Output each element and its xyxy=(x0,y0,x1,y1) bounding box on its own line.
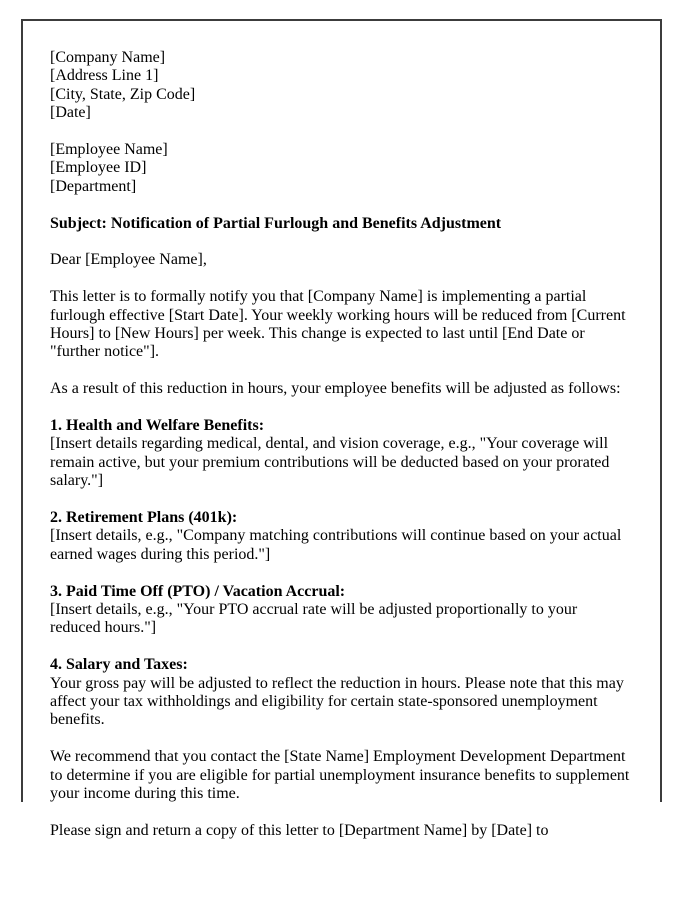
letter-page xyxy=(21,19,662,839)
intro-paragraph: This letter is to formally notify you that [Company Name] is implementing a partial furlough effective [Start Date]. Your weekly working hours will be reduced from [Current Hours] to [New Hours] per week. This change is expected to last until [End Date or "further notice"]. xyxy=(50,288,626,361)
benefits-lead-in: As a result of this reduction in hours, your employee benefits will be adjusted as follows: xyxy=(50,380,621,398)
section-body-health: [Insert details regarding medical, dental, and vision coverage, e.g., "Your coverage will remain active, but your premium contributions will be deducted based on your prorated salary."] xyxy=(50,435,610,490)
unemployment-paragraph: We recommend that you contact the [State Name] Employment Development Department to determine if you are eligible for partial unemployment insurance benefits to supplement your income during this time. xyxy=(50,748,630,803)
section-body-retirement: [Insert details, e.g., "Company matching contributions will continue based on your actual earned wages during this period."] xyxy=(50,527,622,563)
closing-paragraph-block xyxy=(50,822,630,840)
subject-block xyxy=(50,215,630,233)
unemployment-paragraph-block xyxy=(50,748,630,803)
subject-line: Subject: Notification of Partial Furlough and Benefits Adjustment xyxy=(50,214,502,232)
sender-address-line: [Address Line 1] xyxy=(50,67,159,85)
intro-paragraph-block xyxy=(50,288,630,362)
recipient-name-line: [Employee Name] xyxy=(50,141,168,159)
section-body-pto: [Insert details, e.g., "Your PTO accrual rate will be adjusted proportionally to your reduced hours."] xyxy=(50,601,578,637)
section-heading-retirement: 2. Retirement Plans (401k): xyxy=(50,509,238,527)
recipient-department-line: [Department] xyxy=(50,177,137,195)
sender-date-line: [Date] xyxy=(50,104,91,122)
sender-block xyxy=(50,49,630,123)
benefits-section-health xyxy=(50,417,630,491)
benefits-lead-in-block xyxy=(50,380,630,398)
recipient-block xyxy=(50,141,630,196)
benefits-section-pto xyxy=(50,583,630,638)
salutation-block xyxy=(50,251,630,269)
salutation-line: Dear [Employee Name], xyxy=(50,251,207,269)
section-heading-salary: 4. Salary and Taxes: xyxy=(50,656,188,674)
benefits-section-retirement xyxy=(50,509,630,564)
section-heading-pto: 3. Paid Time Off (PTO) / Vacation Accrual: xyxy=(50,582,346,600)
closing-paragraph-truncated: Please sign and return a copy of this letter to [Department Name] by [Date] to xyxy=(50,821,549,839)
recipient-id-line: [Employee ID] xyxy=(50,159,147,177)
benefits-section-salary xyxy=(50,656,630,730)
sender-city-state-zip-line: [City, State, Zip Code] xyxy=(50,85,196,103)
section-body-salary: Your gross pay will be adjusted to reflect the reduction in hours. Please note that this may affect your tax withholdings and eligibility for certain state-sponsored unemployment benefits. xyxy=(50,674,624,729)
section-heading-health: 1. Health and Welfare Benefits: xyxy=(50,417,265,435)
sender-company-line: [Company Name] xyxy=(50,49,166,66)
